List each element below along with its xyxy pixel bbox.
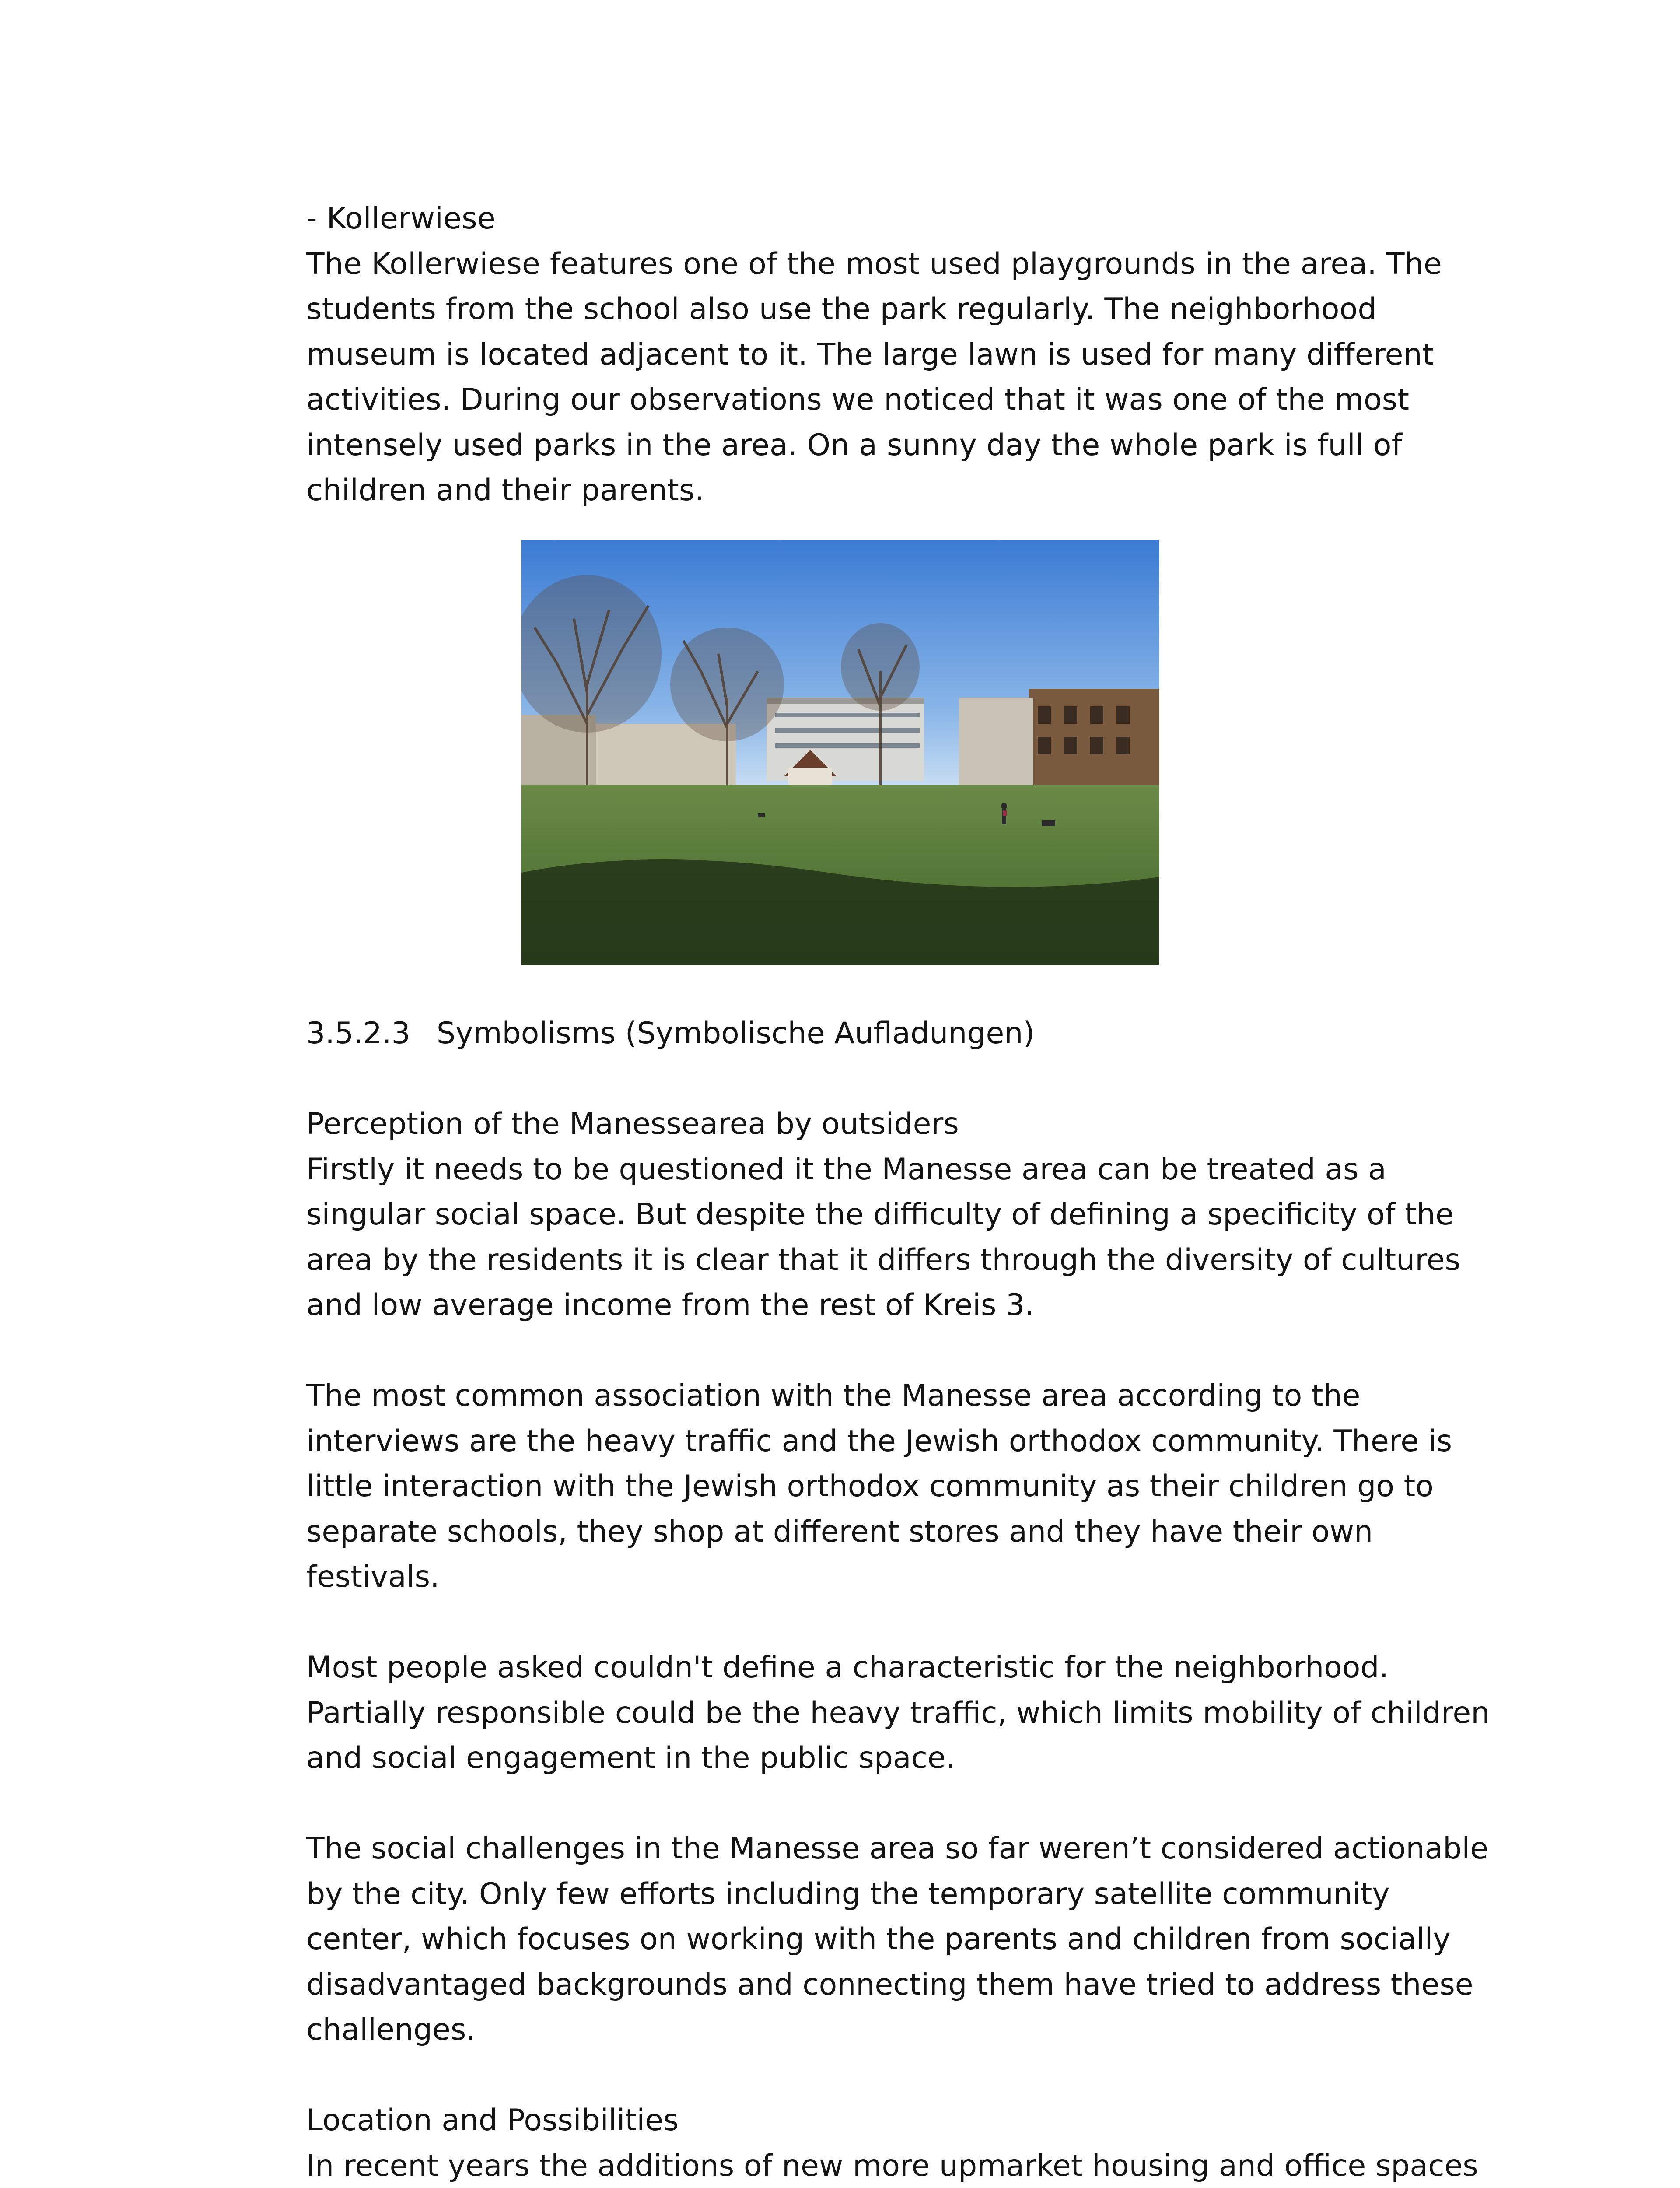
symbolisms-section xyxy=(306,1011,1496,2188)
section-heading xyxy=(306,1011,1496,1056)
location-title: Location and Possibilities xyxy=(306,2103,679,2138)
kollerwiese-title: - Kollerwiese xyxy=(306,201,496,236)
location-paragraph-1: In recent years the additions of new more upmarket housing and office spaces xyxy=(306,2148,1478,2183)
perception-title: Perception of the Manessearea by outsiders xyxy=(306,1107,959,1141)
kollerwiese-park-photo xyxy=(522,540,1159,965)
perception-paragraph-4: The social challenges in the Manesse area so far weren’t considered actionable by the city. Only few efforts including the temporary satellite community center, which focuses on working with the parents and children from socially disadvantaged backgrounds and connecting them have tried to address these challenges. xyxy=(306,1831,1489,2047)
perception-paragraph-2: The most common association with the Manesse area according to the interviews are the heavy traffic and the Jewish orthodox community. There is little interaction with the Jewish orthodox community as their children go to separate schools, they shop at different stores and they have their own festivals. xyxy=(306,1378,1452,1594)
kollerwiese-body: The Kollerwiese features one of the most used playgrounds in the area. The students from the school also use the park regularly. The neighborhood museum is located adjacent to it. The large lawn is used for many different activities. During our observations we noticed that it was one of the most intensely used parks in the area. On a sunny day the whole park is full of children and their parents. xyxy=(306,246,1442,508)
kollerwiese-section xyxy=(306,196,1496,513)
section-number: 3.5.2.3 xyxy=(306,1016,410,1051)
perception-paragraph-3: Most people asked couldn't define a characteristic for the neighborhood. Partially responsible could be the heavy traffic, which limits mobility of children and social engagement in the public space. xyxy=(306,1650,1490,1775)
perception-paragraph-1: Firstly it needs to be questioned it the Manesse area can be treated as a singular social space. But despite the difficulty of defining a specificity of the area by the residents it is clear that it differs through the diversity of cultures and low average income from the rest of Kreis 3. xyxy=(306,1152,1460,1322)
section-heading-text: Symbolisms (Symbolische Aufladungen) xyxy=(436,1016,1035,1051)
